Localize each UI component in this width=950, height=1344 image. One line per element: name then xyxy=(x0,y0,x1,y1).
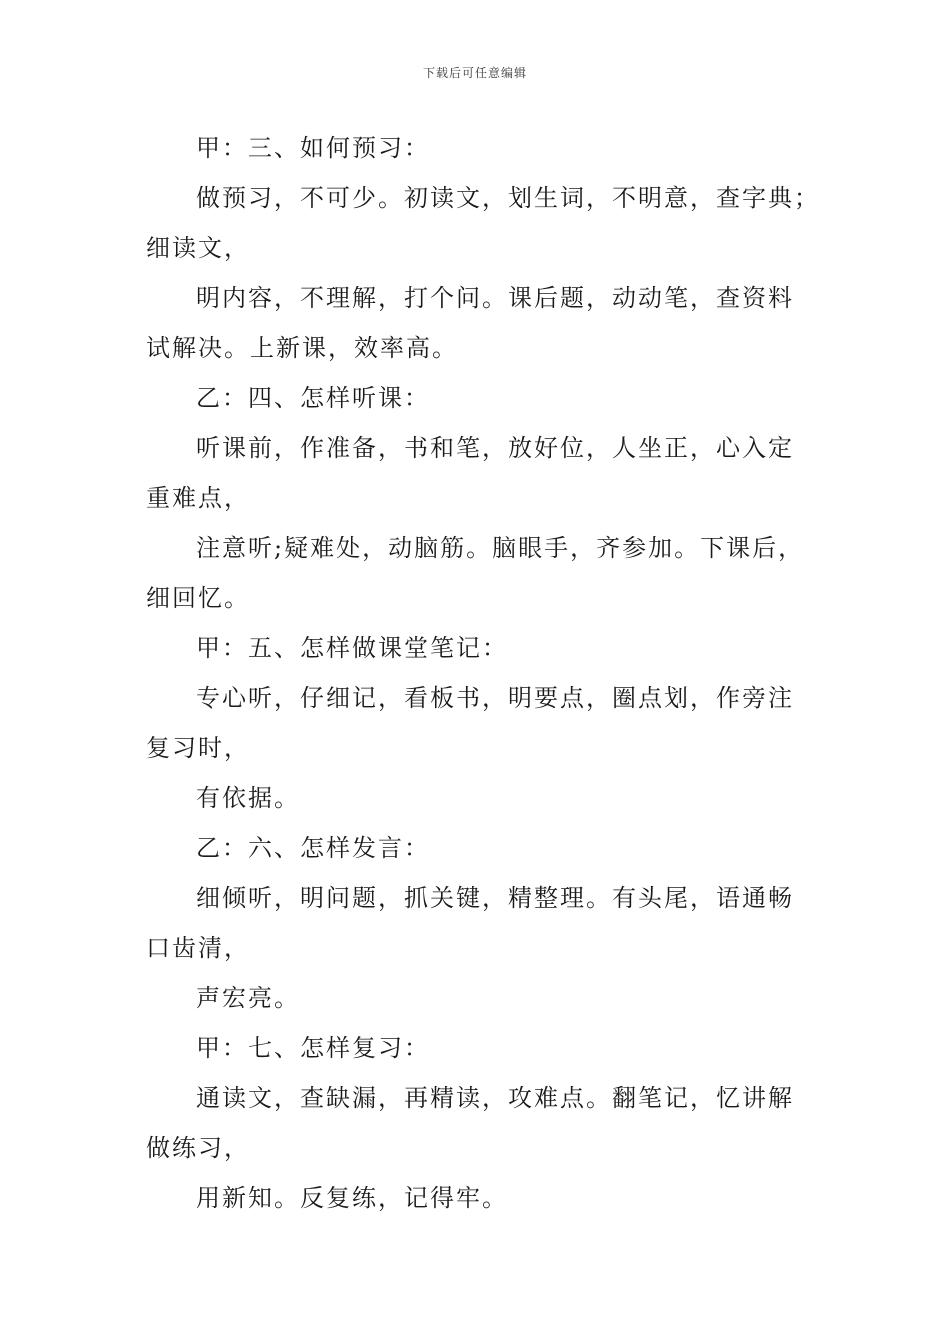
document-body xyxy=(146,123,820,1223)
text-line: 细倾听，明问题，抓关键，精整理。有头尾，语通畅 xyxy=(196,884,794,912)
text-line: 甲：五、怎样做课堂笔记： xyxy=(196,634,508,662)
text-line: 乙：六、怎样发言： xyxy=(196,834,430,862)
text-line: 试解决。上新课，效率高。 xyxy=(146,334,458,362)
text-line: 专心听，仔细记，看板书，明要点，圈点划，作旁注 xyxy=(196,684,794,712)
text-line: 甲：七、怎样复习： xyxy=(196,1034,430,1062)
text-line: 有依据。 xyxy=(196,784,300,812)
text-line: 声宏亮。 xyxy=(196,984,300,1012)
page-header: 下载后可任意编辑 xyxy=(422,66,527,80)
text-line: 听课前，作准备，书和笔，放好位，人坐正，心入定 xyxy=(196,434,794,462)
text-line: 甲：三、如何预习： xyxy=(196,134,430,162)
text-line: 细回忆。 xyxy=(146,584,250,612)
text-line: 复习时， xyxy=(146,734,250,762)
text-line: 做练习， xyxy=(146,1134,250,1162)
text-line: 通读文，查缺漏，再精读，攻难点。翻笔记，忆讲解 xyxy=(196,1084,794,1112)
text-line: 乙：四、怎样听课： xyxy=(196,384,430,412)
text-line: 重难点， xyxy=(146,484,250,512)
text-line: 明内容，不理解，打个问。课后题，动动笔，查资料 xyxy=(196,284,794,312)
text-line: 做预习，不可少。初读文，划生词，不明意，查字典； xyxy=(196,184,820,212)
text-line: 用新知。反复练，记得牢。 xyxy=(196,1184,508,1212)
text-line: 注意听;疑难处，动脑筋。脑眼手，齐参加。下课后， xyxy=(196,534,805,562)
text-line: 口齿清， xyxy=(146,934,250,962)
text-line: 细读文， xyxy=(146,234,250,262)
